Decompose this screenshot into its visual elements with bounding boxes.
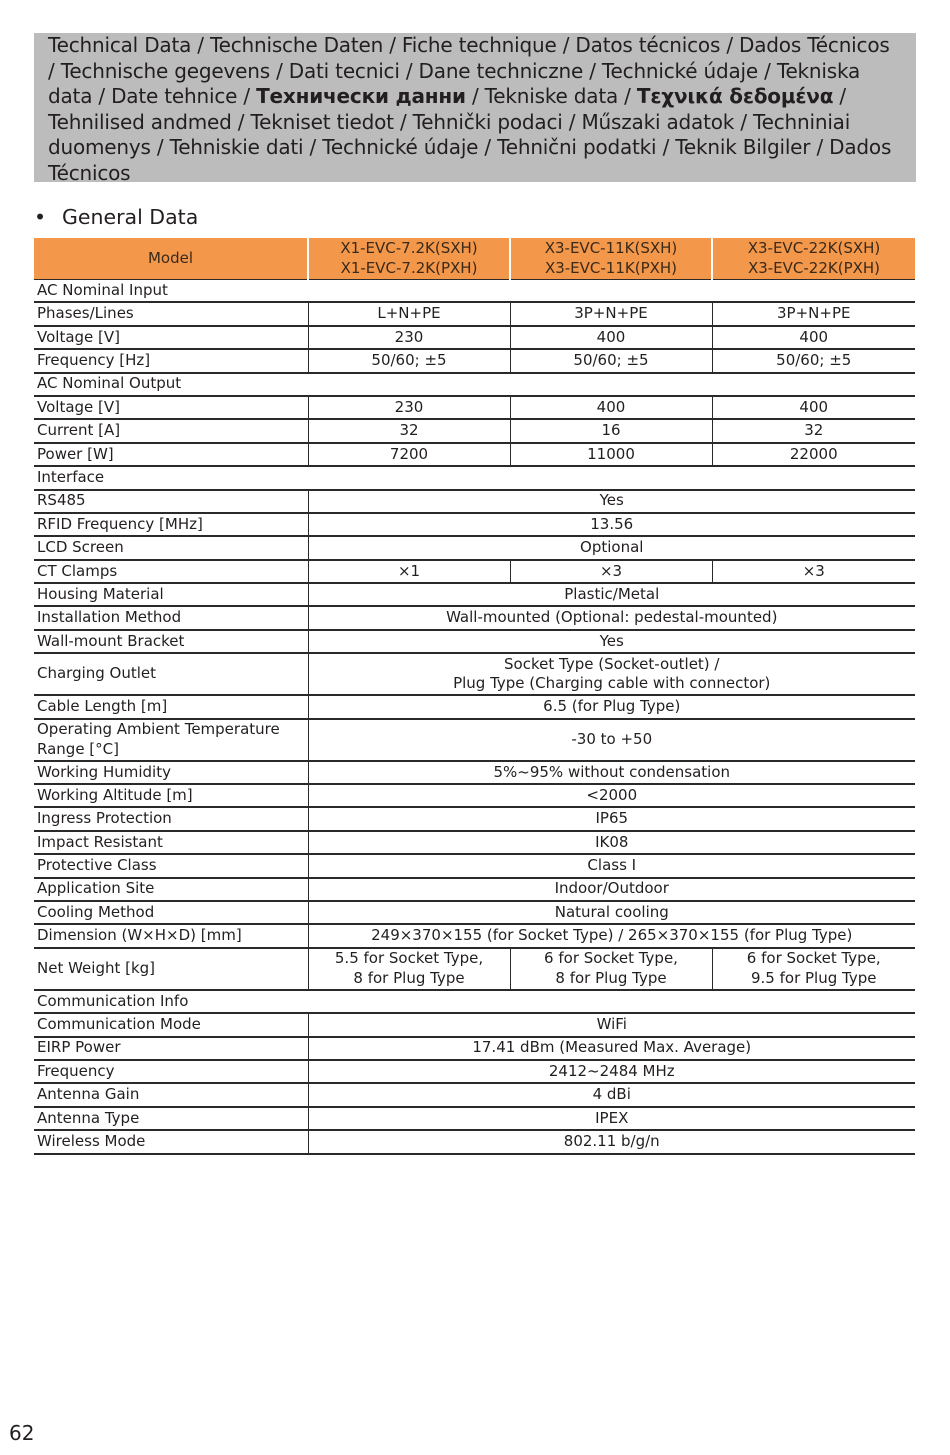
model-header: Model	[34, 238, 308, 280]
technical-data-title	[48, 33, 902, 187]
cell-line: 9.5 for Plug Type	[751, 968, 877, 987]
cell-line: 5.5 for Socket Type,	[334, 949, 484, 968]
value-cell: ×3	[510, 560, 712, 583]
section-label: Communication Info	[34, 990, 915, 1013]
table-row	[34, 536, 915, 559]
model-column-1	[308, 238, 510, 280]
value-cell	[510, 948, 712, 990]
value-cell: 6.5 (for Plug Type)	[308, 695, 915, 718]
cell-line: 8 for Plug Type	[353, 968, 465, 987]
table-row	[34, 630, 915, 653]
parameter-label: Charging Outlet	[34, 653, 308, 695]
table-row	[34, 1037, 915, 1060]
value-cell: 17.41 dBm (Measured Max. Average)	[308, 1037, 915, 1060]
table-row	[34, 1060, 915, 1083]
value-cell	[712, 948, 915, 990]
value-cell: Indoor/Outdoor	[308, 878, 915, 901]
value-cell: 11000	[510, 443, 712, 466]
value-cell: ×3	[712, 560, 915, 583]
parameter-label: Voltage [V]	[34, 396, 308, 419]
table-row	[34, 419, 915, 442]
table-row	[34, 583, 915, 606]
value-cell: 50/60; ±5	[308, 349, 510, 372]
parameter-label: CT Clamps	[34, 560, 308, 583]
value-cell: 400	[712, 326, 915, 349]
title-text-3: / Tekniske data /	[465, 84, 637, 109]
model-name: X3-EVC-11K(SXH)	[544, 238, 678, 257]
value-cell: 400	[510, 326, 712, 349]
parameter-label: Working Humidity	[34, 761, 308, 784]
table-row	[34, 443, 915, 466]
table-row	[34, 513, 915, 536]
value-cell: 802.11 b/g/n	[308, 1130, 915, 1153]
parameter-label: Working Altitude [m]	[34, 784, 308, 807]
table-row	[34, 719, 915, 761]
table-row	[34, 878, 915, 901]
value-cell: -30 to +50	[308, 719, 915, 761]
parameter-label: Net Weight [kg]	[34, 948, 308, 990]
model-name: X3-EVC-22K(PXH)	[747, 258, 881, 277]
cell-line: 8 for Plug Type	[555, 968, 667, 987]
value-cell: L+N+PE	[308, 302, 510, 325]
parameter-label: Cable Length [m]	[34, 695, 308, 718]
parameter-label: Antenna Gain	[34, 1083, 308, 1106]
parameter-label: Wireless Mode	[34, 1130, 308, 1153]
section-label: AC Nominal Input	[34, 280, 915, 303]
parameter-label: Communication Mode	[34, 1013, 308, 1036]
cell-line: 6 for Socket Type,	[746, 949, 881, 968]
value-cell: Wall-mounted (Optional: pedestal-mounted)	[308, 606, 915, 629]
table-row	[34, 302, 915, 325]
cell-line: Range [°C]	[37, 739, 119, 758]
model-name: X3-EVC-11K(PXH)	[544, 258, 678, 277]
value-cell: WiFi	[308, 1013, 915, 1036]
parameter-label: Power [W]	[34, 443, 308, 466]
table-row	[34, 396, 915, 419]
value-cell: 230	[308, 326, 510, 349]
parameter-label: EIRP Power	[34, 1037, 308, 1060]
title-text-bulgarian: Технически данни	[256, 84, 466, 109]
section-row	[34, 280, 915, 303]
cell-line: Operating Ambient Temperature	[37, 720, 280, 739]
value-cell: IP65	[308, 807, 915, 830]
value-cell: 4 dBi	[308, 1083, 915, 1106]
table-row	[34, 606, 915, 629]
table-row	[34, 1013, 915, 1036]
table-row	[34, 807, 915, 830]
parameter-label	[34, 719, 308, 761]
value-cell: Optional	[308, 536, 915, 559]
value-cell: Plastic/Metal	[308, 583, 915, 606]
parameter-label: Frequency	[34, 1060, 308, 1083]
value-cell: 16	[510, 419, 712, 442]
parameter-label: LCD Screen	[34, 536, 308, 559]
value-cell: 22000	[712, 443, 915, 466]
table-row	[34, 560, 915, 583]
table-row	[34, 1130, 915, 1153]
value-cell: ×1	[308, 560, 510, 583]
model-name: X1-EVC-7.2K(PXH)	[340, 258, 478, 277]
model-column-2	[510, 238, 712, 280]
table-row	[34, 1107, 915, 1130]
table-row	[34, 784, 915, 807]
table-row	[34, 924, 915, 947]
cell-line: 6 for Socket Type,	[544, 949, 678, 968]
parameter-label: Phases/Lines	[34, 302, 308, 325]
value-cell: <2000	[308, 784, 915, 807]
parameter-label: Dimension (W×H×D) [mm]	[34, 924, 308, 947]
general-data-table	[34, 238, 915, 1155]
table-row	[34, 948, 915, 990]
parameter-label: Protective Class	[34, 854, 308, 877]
table-row	[34, 761, 915, 784]
value-cell: Natural cooling	[308, 901, 915, 924]
value-cell: 32	[712, 419, 915, 442]
parameter-label: Wall-mount Bracket	[34, 630, 308, 653]
parameter-label: RS485	[34, 490, 308, 513]
section-row	[34, 373, 915, 396]
title-text-1: Technical Data / Technische Daten / Fiche technique / Datos técnicos / Dados Técnicos / Technische gegevens / Dati tecnici / Dane techniczne / Technické údaje / Tekniska data / Date tehnice /	[48, 33, 890, 109]
value-cell: 249×370×155 (for Socket Type) / 265×370×155 (for Plug Type)	[308, 924, 915, 947]
table-header-row	[34, 238, 915, 280]
parameter-label: Antenna Type	[34, 1107, 308, 1130]
parameter-label: Cooling Method	[34, 901, 308, 924]
section-label: AC Nominal Output	[34, 373, 915, 396]
section-row	[34, 990, 915, 1013]
value-cell: 5%~95% without condensation	[308, 761, 915, 784]
parameter-label: Installation Method	[34, 606, 308, 629]
value-cell: 3P+N+PE	[510, 302, 712, 325]
parameter-label: Current [A]	[34, 419, 308, 442]
value-cell: 3P+N+PE	[712, 302, 915, 325]
parameter-label: Ingress Protection	[34, 807, 308, 830]
title-text-greek: Τεχνικά δεδομένα	[636, 84, 834, 109]
table-row	[34, 326, 915, 349]
table-row	[34, 854, 915, 877]
page-number: 62	[9, 1421, 35, 1445]
value-cell: 230	[308, 396, 510, 419]
table-row	[34, 490, 915, 513]
cell-line: Plug Type (Charging cable with connector)	[453, 674, 771, 693]
value-cell: 7200	[308, 443, 510, 466]
table-row	[34, 831, 915, 854]
table-row	[34, 695, 915, 718]
value-cell: 13.56	[308, 513, 915, 536]
parameter-label: Application Site	[34, 878, 308, 901]
parameter-label: Frequency [Hz]	[34, 349, 308, 372]
table-row	[34, 349, 915, 372]
value-cell: 400	[712, 396, 915, 419]
value-cell	[308, 653, 915, 695]
section-title: General Data	[62, 205, 199, 229]
section-label: Interface	[34, 466, 915, 489]
table-row	[34, 901, 915, 924]
model-column-3	[712, 238, 915, 280]
value-cell: 32	[308, 419, 510, 442]
value-cell: 2412~2484 MHz	[308, 1060, 915, 1083]
value-cell: IPEX	[308, 1107, 915, 1130]
value-cell: 50/60; ±5	[712, 349, 915, 372]
model-name: X1-EVC-7.2K(SXH)	[340, 238, 478, 257]
title-banner	[34, 33, 916, 185]
section-heading	[34, 205, 198, 229]
title-text-5: / Tehnilised andmed / Tekniset tiedot / Tehnički podaci / Műszaki adatok / Techniniai duomenys / Tehniskie dati / Technické údaje / Tehnični podatki / Teknik Bilgiler / Dados Técnicos	[48, 84, 892, 185]
value-cell: 400	[510, 396, 712, 419]
parameter-label: Housing Material	[34, 583, 308, 606]
value-cell: Yes	[308, 630, 915, 653]
table-row	[34, 653, 915, 695]
parameter-label: Voltage [V]	[34, 326, 308, 349]
section-row	[34, 466, 915, 489]
bullet-icon: •	[34, 205, 47, 229]
parameter-label: RFID Frequency [MHz]	[34, 513, 308, 536]
parameter-label: Impact Resistant	[34, 831, 308, 854]
value-cell: Yes	[308, 490, 915, 513]
value-cell: Class Ⅰ	[308, 854, 915, 877]
table-row	[34, 1083, 915, 1106]
value-cell: 50/60; ±5	[510, 349, 712, 372]
value-cell: IK08	[308, 831, 915, 854]
value-cell	[308, 948, 510, 990]
model-name: X3-EVC-22K(SXH)	[747, 238, 881, 257]
cell-line: Socket Type (Socket-outlet) /	[504, 654, 720, 673]
